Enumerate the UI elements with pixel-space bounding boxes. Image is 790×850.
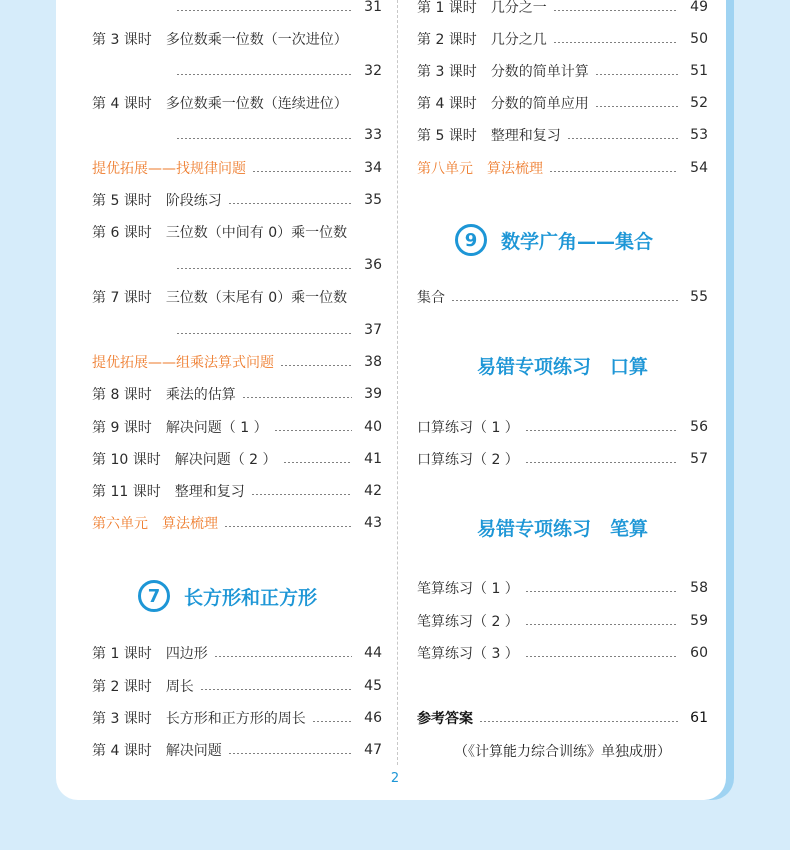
page-number: 54 bbox=[690, 160, 708, 176]
leader-dots bbox=[549, 171, 678, 172]
lesson-title: 解决问题（ 1 ） bbox=[165, 420, 268, 436]
page-number: 46 bbox=[364, 710, 382, 726]
leader-dots bbox=[525, 591, 678, 592]
unit-review-title: 算法梳理 bbox=[162, 516, 218, 532]
leader-dots bbox=[228, 753, 352, 754]
lesson-title: 乘法的估算 bbox=[165, 387, 236, 403]
lesson-label: 第 5 课时 bbox=[417, 128, 477, 144]
toc-row[interactable] bbox=[417, 417, 708, 437]
lesson-label: 口算练习（ 1 ） bbox=[417, 420, 519, 436]
leader-dots bbox=[228, 203, 352, 204]
lesson-title: 几分之一 bbox=[490, 0, 547, 16]
answers-label: 参考答案 bbox=[417, 711, 473, 727]
toc-row[interactable] bbox=[92, 643, 382, 663]
toc-row-unit-review[interactable] bbox=[92, 513, 382, 533]
leader-dots bbox=[525, 430, 678, 431]
page-number: 36 bbox=[364, 257, 382, 273]
page-number: 38 bbox=[364, 354, 382, 370]
page-number: 37 bbox=[364, 322, 382, 338]
page-number: 51 bbox=[690, 63, 708, 79]
lesson-label: 第 10 课时 bbox=[92, 452, 161, 468]
leader-dots bbox=[176, 268, 352, 269]
lesson-label: 笔算练习（ 1 ） bbox=[417, 581, 519, 597]
page-number: 56 bbox=[690, 419, 708, 435]
lesson-title: 周长 bbox=[165, 679, 194, 695]
toc-row[interactable] bbox=[92, 190, 382, 210]
lesson-label: 第 3 课时 bbox=[92, 32, 152, 48]
toc-row[interactable] bbox=[417, 125, 708, 145]
written-practice-heading: 易错专项练习 笔算 bbox=[476, 518, 648, 540]
extension-label: 提优拓展——找规律问题 bbox=[92, 161, 246, 177]
lesson-label: 第 2 课时 bbox=[92, 679, 152, 695]
lesson-title: 分数的简单计算 bbox=[490, 64, 589, 80]
page-number: 50 bbox=[690, 31, 708, 47]
unit-review-title: 算法梳理 bbox=[487, 161, 543, 177]
page-number: 60 bbox=[690, 645, 708, 661]
unit-number-badge: 9 bbox=[455, 224, 487, 256]
page-number: 31 bbox=[364, 0, 382, 15]
leader-dots bbox=[553, 42, 678, 43]
leader-dots bbox=[283, 462, 352, 463]
lesson-title: 四边形 bbox=[165, 646, 208, 662]
unit-7-heading bbox=[138, 580, 317, 612]
leader-dots bbox=[200, 689, 352, 690]
lesson-label: 第 9 课时 bbox=[92, 420, 152, 436]
page-number: 58 bbox=[690, 580, 708, 596]
lesson-label: 第 3 课时 bbox=[417, 64, 477, 80]
toc-row[interactable] bbox=[92, 417, 382, 437]
lesson-label: 第 5 课时 bbox=[92, 193, 152, 209]
leader-dots bbox=[214, 656, 352, 657]
leader-dots bbox=[525, 624, 678, 625]
lesson-title: 解决问题（ 2 ） bbox=[174, 452, 277, 468]
toc-row[interactable] bbox=[417, 449, 708, 469]
toc-row-extension[interactable] bbox=[92, 352, 382, 372]
lesson-label: 第 4 课时 bbox=[92, 743, 152, 759]
leader-dots bbox=[312, 721, 352, 722]
toc-row[interactable] bbox=[417, 29, 708, 49]
lesson-label: 第 1 课时 bbox=[92, 646, 152, 662]
unit-label: 第六单元 bbox=[92, 516, 148, 532]
page-number: 44 bbox=[364, 645, 382, 661]
toc-row[interactable] bbox=[92, 222, 382, 242]
lesson-title: 多位数乘一位数（连续进位） bbox=[165, 96, 348, 112]
toc-row-cont[interactable] bbox=[92, 255, 382, 275]
unit-label: 第八单元 bbox=[417, 161, 473, 177]
toc-row[interactable] bbox=[92, 740, 382, 760]
lesson-label: 第 7 课时 bbox=[92, 290, 152, 306]
lesson-title: 长方形和正方形的周长 bbox=[165, 711, 306, 727]
unit-9-heading bbox=[455, 224, 653, 256]
lesson-label: 集合 bbox=[417, 290, 445, 306]
page-number: 57 bbox=[690, 451, 708, 467]
page-number: 61 bbox=[690, 710, 708, 726]
leader-dots bbox=[176, 138, 352, 139]
leader-dots bbox=[567, 138, 678, 139]
leader-dots bbox=[280, 365, 352, 366]
leader-dots bbox=[595, 106, 678, 107]
toc-row[interactable] bbox=[92, 287, 382, 307]
lesson-title: 整理和复习 bbox=[490, 128, 561, 144]
page-number: 41 bbox=[364, 451, 382, 467]
leader-dots bbox=[176, 74, 352, 75]
page-number: 52 bbox=[690, 95, 708, 111]
page-number: 59 bbox=[690, 613, 708, 629]
page-number: 40 bbox=[364, 419, 382, 435]
leader-dots bbox=[251, 494, 352, 495]
page-number: 55 bbox=[690, 289, 708, 305]
extension-label: 提优拓展——组乘法算式问题 bbox=[92, 355, 274, 371]
lesson-label: 第 8 课时 bbox=[92, 387, 152, 403]
unit-title: 长方形和正方形 bbox=[184, 586, 318, 609]
toc-row[interactable] bbox=[417, 611, 708, 631]
lesson-label: 第 6 课时 bbox=[92, 225, 152, 241]
leader-dots bbox=[242, 397, 352, 398]
leader-dots bbox=[176, 333, 352, 334]
toc-row[interactable] bbox=[417, 578, 708, 598]
page-number: 49 bbox=[690, 0, 708, 15]
oral-practice-heading: 易错专项练习 口算 bbox=[476, 356, 648, 378]
toc-row[interactable] bbox=[417, 61, 708, 81]
lesson-title: 几分之几 bbox=[490, 32, 547, 48]
lesson-title: 整理和复习 bbox=[174, 484, 245, 500]
toc-row[interactable] bbox=[417, 0, 708, 17]
page-number: 34 bbox=[364, 160, 382, 176]
toc-row[interactable] bbox=[417, 287, 708, 307]
lesson-title: 解决问题 bbox=[165, 743, 222, 759]
toc-row[interactable] bbox=[92, 449, 382, 469]
lesson-label: 第 4 课时 bbox=[92, 96, 152, 112]
toc-row-cont[interactable] bbox=[92, 0, 382, 17]
column-divider bbox=[397, 0, 398, 765]
leader-dots bbox=[451, 300, 678, 301]
lesson-title: 分数的简单应用 bbox=[490, 96, 589, 112]
page-number: 42 bbox=[364, 483, 382, 499]
unit-number-badge: 7 bbox=[138, 580, 170, 612]
leader-dots bbox=[224, 526, 352, 527]
leader-dots bbox=[525, 656, 678, 657]
lesson-label: 第 2 课时 bbox=[417, 32, 477, 48]
page-number: 33 bbox=[364, 127, 382, 143]
toc-row[interactable] bbox=[417, 93, 708, 113]
toc-row[interactable] bbox=[92, 708, 382, 728]
toc-row[interactable] bbox=[92, 384, 382, 404]
page-footer-number: 2 bbox=[390, 771, 400, 786]
lesson-label: 笔算练习（ 2 ） bbox=[417, 614, 519, 630]
leader-dots bbox=[553, 10, 678, 11]
toc-row-answers[interactable] bbox=[417, 708, 708, 728]
lesson-title: 多位数乘一位数（一次进位） bbox=[165, 32, 348, 48]
lesson-label: 第 4 课时 bbox=[417, 96, 477, 112]
toc-row-cont[interactable] bbox=[92, 320, 382, 340]
page-number: 32 bbox=[364, 63, 382, 79]
toc-row[interactable] bbox=[92, 93, 382, 113]
lesson-title: 阶段练习 bbox=[165, 193, 222, 209]
page-number: 43 bbox=[364, 515, 382, 531]
toc-row-cont[interactable] bbox=[92, 125, 382, 145]
toc-row[interactable] bbox=[92, 481, 382, 501]
leader-dots bbox=[274, 430, 352, 431]
page-number: 39 bbox=[364, 386, 382, 402]
lesson-label: 第 1 课时 bbox=[417, 0, 477, 16]
leader-dots bbox=[595, 74, 678, 75]
page-number: 45 bbox=[364, 678, 382, 694]
leader-dots bbox=[479, 721, 678, 722]
page-number: 35 bbox=[364, 192, 382, 208]
unit-title: 数学广角——集合 bbox=[501, 230, 654, 253]
lesson-label: 口算练习（ 2 ） bbox=[417, 452, 519, 468]
lesson-label: 第 11 课时 bbox=[92, 484, 161, 500]
leader-dots bbox=[525, 462, 678, 463]
page-number: 47 bbox=[364, 742, 382, 758]
toc-row[interactable] bbox=[92, 29, 382, 49]
toc-row-extension[interactable] bbox=[92, 158, 382, 178]
separate-volume-note: （《计算能力综合训练》单独成册） bbox=[454, 744, 671, 760]
page-number: 53 bbox=[690, 127, 708, 143]
lesson-title: 三位数（末尾有 0）乘一位数 bbox=[165, 290, 348, 306]
lesson-label: 笔算练习（ 3 ） bbox=[417, 646, 519, 662]
toc-row-cont[interactable] bbox=[92, 61, 382, 81]
toc-row-unit-review[interactable] bbox=[417, 158, 708, 178]
leader-dots bbox=[252, 171, 352, 172]
toc-row[interactable] bbox=[417, 643, 708, 663]
lesson-title: 三位数（中间有 0）乘一位数 bbox=[165, 225, 348, 241]
toc-row[interactable] bbox=[92, 676, 382, 696]
lesson-label: 第 3 课时 bbox=[92, 711, 152, 727]
leader-dots bbox=[176, 10, 352, 11]
